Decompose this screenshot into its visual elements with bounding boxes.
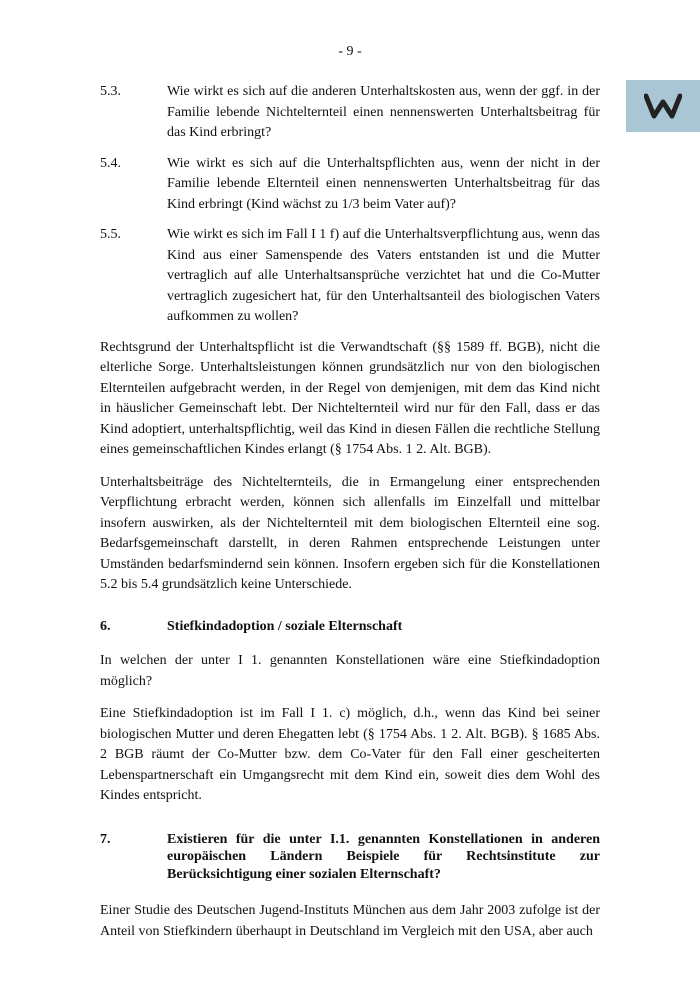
question-5-5: [100, 225, 600, 328]
w-logo: [626, 80, 700, 132]
page-number: - 9 -: [338, 44, 362, 59]
question-5-4: [100, 154, 600, 216]
question-text: Wie wirkt es sich im Fall I 1 f) auf die Unterhaltsverpflichtung aus, wenn das Kind aus einer Samenspende des Vaters entstanden ist und die Mutter vertraglich auf alle Unterhaltsansprüche verzichtet hat und die Co-Mutter vertraglich zugesichert hat, für den Unterhaltsanteil des biologischen Vaters aufkommen zu wollen?: [167, 227, 600, 324]
question-number: 5.3.: [100, 84, 121, 99]
section-7-paragraph: Einer Studie des Deutschen Jugend-Instituts München aus dem Jahr 2003 zufolge ist der Anteil von Stiefkindern überhaupt in Deutschland im Vergleich mit den USA, aber auch: [100, 903, 600, 939]
question-number: 5.5.: [100, 227, 121, 242]
section-title: Existieren für die unter I.1. genannten Konstellationen in anderen europäischen Ländern Beispiele für Rechtsinstitute zur Berücksichtigung einer sozialen Elternschaft?: [167, 831, 600, 882]
section-6-answer: Eine Stiefkindadoption ist im Fall I 1. c) möglich, d.h., wenn das Kind bei seiner biologischen Mutter und deren Ehegatten lebt (§ 1754 Abs. 1 2. Alt. BGB). § 1685 Abs. 2 BGB räumt der Co-Mutter bzw. dem Co-Vater für den Fall einer gescheiterten Lebenspartnerschaft ein Umgangsrecht mit dem Kind ein, soweit dies dem Wohl des Kindes entspricht.: [100, 706, 600, 803]
answer-paragraph-1: Rechtsgrund der Unterhaltspflicht ist die Verwandtschaft (§§ 1589 ff. BGB), nicht die elterliche Sorge. Unterhaltsleistungen können grundsätzlich nur von den biologischen Elternteilen aufgebracht werden, in der Regel von demjenigen, mit dem das Kind nicht in häuslicher Gemeinschaft lebt. Der Nichtelternteil wird nur für den Fall, dass er das Kind adoptiert, unterhaltspflichtig, weil das Kind in diesen Fällen die rechtliche Stellung eines gemeinschaftlichen Kindes erlangt (§ 1754 Abs. 1 2. Alt. BGB).: [100, 339, 600, 457]
question-5-3: [100, 82, 600, 144]
w-logo-icon: [644, 93, 682, 119]
section-heading-7: [100, 831, 600, 884]
question-number: 5.4.: [100, 155, 121, 171]
section-number: 7.: [100, 831, 111, 847]
document-body: [100, 82, 600, 942]
answer-paragraph-2: Unterhaltsbeiträge des Nichtelternteils, die in Ermangelung einer entsprechenden Verpflichtung erbracht werden, können sich allenfalls im Einzelfall und mittelbar insofern auswirken, als der Nichtelternteil mit dem biologischen Elternteil eine sog. Bedarfsgemeinschaft darstellt, in deren Rahmen entsprechende Leistungen unter Umständen bedarfsmindernd sein können. Insofern ergeben sich für die Konstellationen 5.2 bis 5.4 grundsätzlich keine Unterschiede.: [100, 474, 600, 592]
question-text: Wie wirkt es sich auf die anderen Unterhaltskosten aus, wenn der ggf. in der Familie lebende Nichtelternteil einen nennenswerten Unterhaltsbeitrag für das Kind erbringt?: [167, 84, 600, 140]
section-title: Stiefkindadoption / soziale Elternschaft: [167, 618, 403, 634]
section-6-question: In welchen der unter I 1. genannten Konstellationen wäre eine Stiefkindadoption möglich?: [100, 653, 600, 689]
question-text: Wie wirkt es sich auf die Unterhaltspflichten aus, wenn der nicht in der Familie lebende Elternteil einen nennenswerten Unterhaltsbeitrag für das Kind erbringt (Kind wächst zu 1/3 beim Vater auf)?: [167, 155, 600, 212]
section-heading-6: [100, 618, 600, 636]
section-number: 6.: [100, 618, 111, 634]
